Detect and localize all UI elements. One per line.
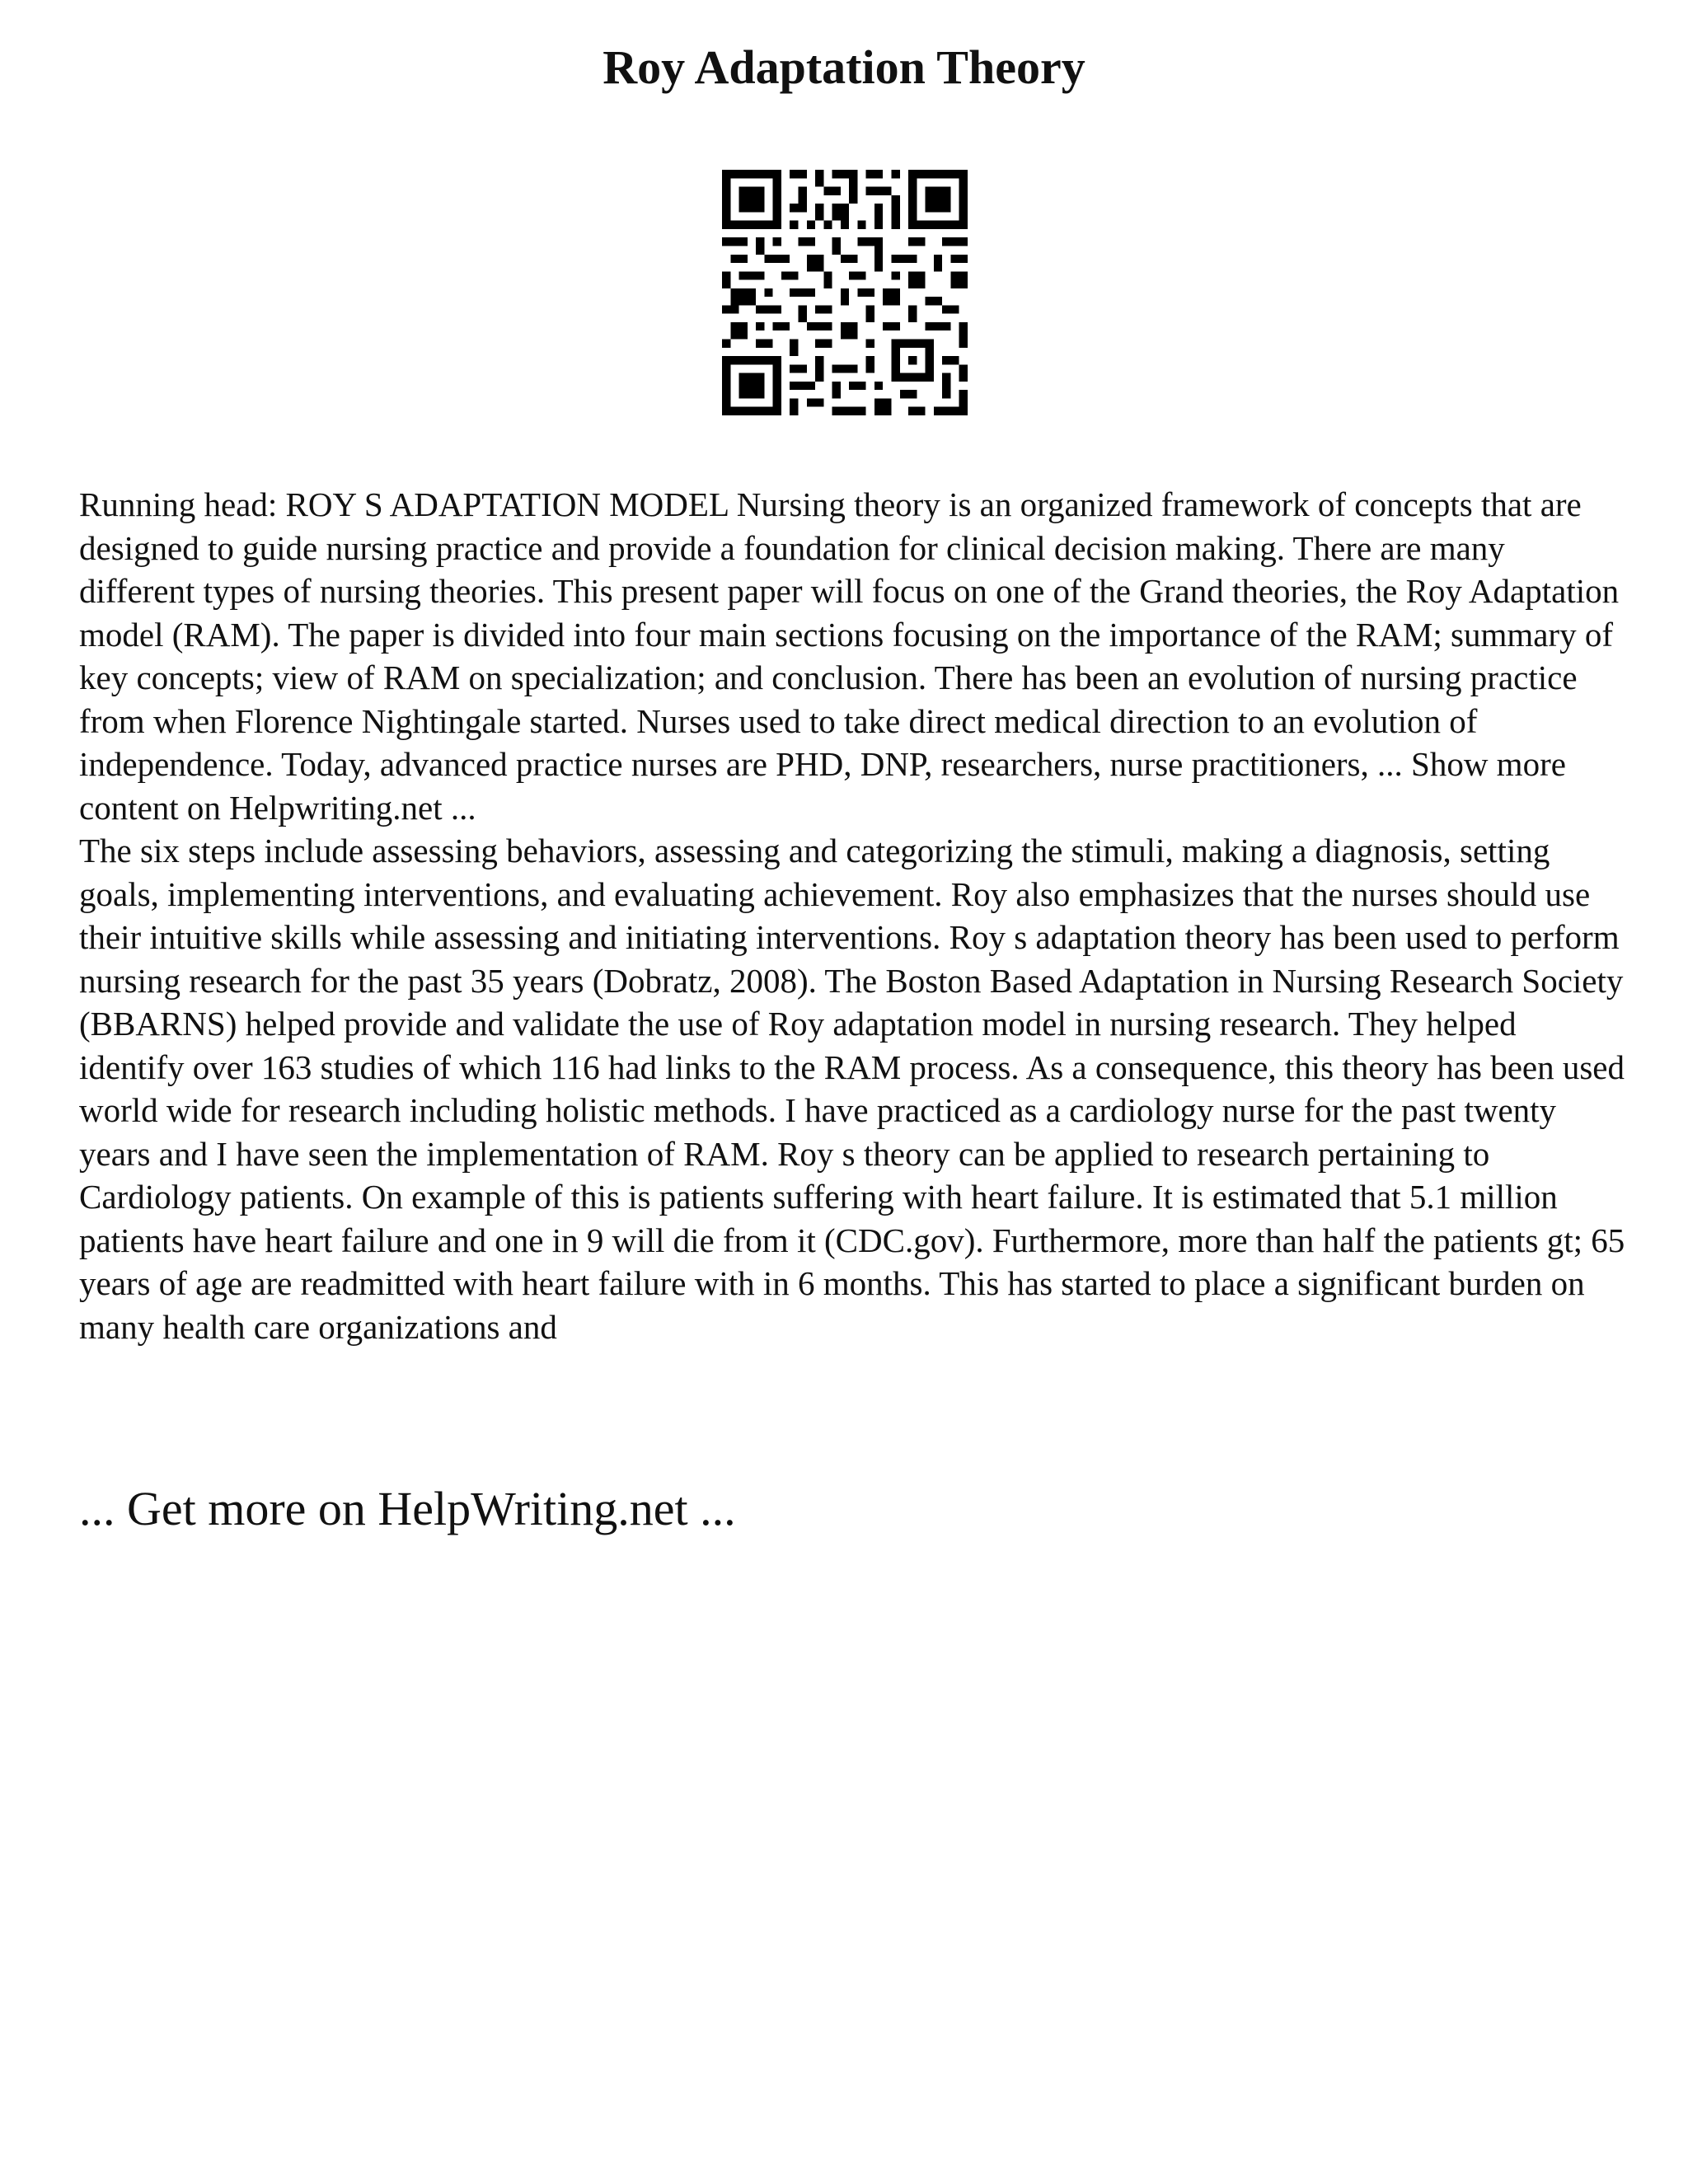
paragraph: Running head: ROY S ADAPTATION MODEL Nursing theory is an organized framework of concepts that are designed to guide nursing practice and provide a foundation for clinical decision making. There are many different types of nursing theories. This present paper will focus on one of the Grand theories, the Roy Adaptation model (RAM). The paper is divided into four main sections focusing on the importance of the RAM; summary of key concepts; view of RAM on specialization; and conclusion. There has been an evolution of nursing practice from when Florence Nightingale started. Nurses used to take direct medical direction to an evolution of independence. Today, advanced practice nurses are PHD, DNP, researchers, nurse practitioners, ... Show more content on Helpwriting.net ... bbox=[79, 485, 1620, 827]
qr-code-icon bbox=[722, 170, 968, 415]
get-more-link[interactable]: ... Get more on HelpWriting.net ... bbox=[79, 1482, 736, 1535]
paragraph: The six steps include assessing behaviors, assessing and categorizing the stimuli, making a diagnosis, setting goals, implementing interventions, and evaluating achievement. Roy also emphasizes that the nurses should use their intuitive skills while assessing and initiating interventions. Roy s adaptation theory has been used to perform nursing research for the past 35 years (Dobratz, 2008). The Boston Based Adaptation in Nursing Research Society (BBARNS) helped provide and validate the use of Roy adaptation model in nursing research. They helped identify over 163 studies of which 116 had links to the RAM process. As a consequence, this theory has been used world wide for research including holistic methods. I have practiced as a cardiology nurse for the past twenty years and I have seen the implementation of RAM. Roy s theory can be applied to research pertaining to Cardiology patients. On example of this is patients suffering with heart failure. It is estimated that 5.1 million patients have heart failure and one in 9 will die from it (CDC.gov). Furthermore, more than half the patients gt; 65 years of age are readmitted with heart failure with in 6 months. This has started to place a significant burden on many health care organizations and bbox=[79, 832, 1625, 1346]
page-title: Roy Adaptation Theory bbox=[603, 40, 1085, 94]
body-text bbox=[79, 483, 1629, 1348]
